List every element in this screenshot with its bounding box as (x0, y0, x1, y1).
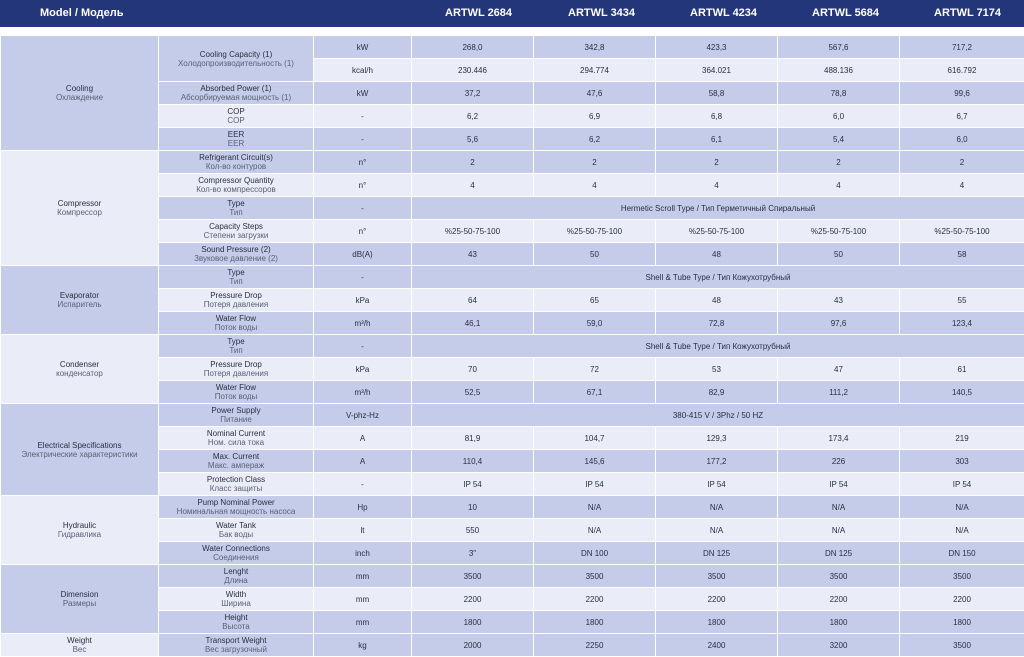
unit-cell: lt (314, 519, 412, 542)
value-cell: 6,9 (534, 105, 656, 128)
value-cell: 342,8 (534, 36, 656, 59)
parameter-cell (159, 243, 314, 266)
parameter-label-ru: Бак воды (159, 530, 313, 539)
unit-cell: - (314, 197, 412, 220)
table-header-bar (0, 0, 1024, 27)
table-row (1, 36, 1024, 59)
parameter-label-en: Nominal Current (159, 429, 313, 438)
parameter-cell (159, 36, 314, 82)
value-cell: N/A (900, 519, 1024, 542)
parameter-label-en: Sound Pressure (2) (159, 245, 313, 254)
parameter-label-en: Type (159, 268, 313, 277)
parameter-cell (159, 151, 314, 174)
unit-cell: m³/h (314, 312, 412, 335)
value-cell: 1800 (900, 611, 1024, 634)
group-label-ru: Компрессор (1, 208, 158, 217)
value-cell: DN 125 (778, 542, 900, 565)
value-cell: 123,4 (900, 312, 1024, 335)
value-cell: 47,6 (534, 82, 656, 105)
value-cell: 2200 (412, 588, 534, 611)
parameter-label-en: Water Connections (159, 544, 313, 553)
group-cell (1, 404, 159, 496)
value-cell: 1800 (778, 611, 900, 634)
group-label-ru: Охлаждение (1, 93, 158, 102)
parameter-cell (159, 82, 314, 105)
parameter-label-en: Pressure Drop (159, 360, 313, 369)
unit-cell: inch (314, 542, 412, 565)
value-cell: 4 (412, 174, 534, 197)
value-cell: IP 54 (412, 473, 534, 496)
value-cell: 47 (778, 358, 900, 381)
parameter-label-ru: Номинальная мощность насоса (159, 507, 313, 516)
parameter-label-ru: Ширина (159, 599, 313, 608)
value-cell: 3500 (656, 565, 778, 588)
value-cell: 43 (412, 243, 534, 266)
value-cell: 2 (534, 151, 656, 174)
value-cell: 4 (656, 174, 778, 197)
value-cell: 140,5 (900, 381, 1024, 404)
parameter-label-ru: Длина (159, 576, 313, 585)
value-cell: 48 (656, 289, 778, 312)
unit-cell: mm (314, 565, 412, 588)
value-cell: 550 (412, 519, 534, 542)
value-cell: 37,2 (412, 82, 534, 105)
parameter-cell (159, 542, 314, 565)
value-cell: DN 150 (900, 542, 1024, 565)
value-cell: 6,7 (900, 105, 1024, 128)
parameter-label-en: Pressure Drop (159, 291, 313, 300)
parameter-label-ru: COP (159, 116, 313, 125)
value-cell: 1800 (412, 611, 534, 634)
value-cell: 61 (900, 358, 1024, 381)
parameter-label-en: Pump Nominal Power (159, 498, 313, 507)
model-column-5: ARTWL 7174 (934, 0, 1001, 27)
parameter-cell (159, 128, 314, 151)
parameter-cell (159, 519, 314, 542)
unit-cell: kg (314, 634, 412, 657)
value-cell: 2 (900, 151, 1024, 174)
value-cell: 48 (656, 243, 778, 266)
unit-cell: dB(A) (314, 243, 412, 266)
parameter-cell (159, 335, 314, 358)
unit-cell: kcal/h (314, 59, 412, 82)
value-cell: 2400 (656, 634, 778, 657)
parameter-cell (159, 174, 314, 197)
table-row (1, 266, 1024, 289)
value-cell: 268,0 (412, 36, 534, 59)
parameter-label-ru: Ном. сила тока (159, 438, 313, 447)
unit-cell: - (314, 335, 412, 358)
parameter-label-en: Type (159, 199, 313, 208)
parameter-cell (159, 634, 314, 657)
group-cell (1, 151, 159, 266)
spec-table (0, 35, 1024, 657)
model-column-1: ARTWL 2684 (445, 0, 512, 27)
unit-cell: - (314, 266, 412, 289)
group-label-ru: Гидравлика (1, 530, 158, 539)
value-cell: 6,1 (656, 128, 778, 151)
value-cell: N/A (778, 496, 900, 519)
table-row (1, 496, 1024, 519)
parameter-label-en: Type (159, 337, 313, 346)
parameter-label-en: Max. Current (159, 452, 313, 461)
value-cell: %25-50-75-100 (534, 220, 656, 243)
group-label-ru: конденсатор (1, 369, 158, 378)
value-cell: 3500 (900, 634, 1024, 657)
value-cell: IP 54 (900, 473, 1024, 496)
value-cell: 2 (656, 151, 778, 174)
parameter-cell (159, 473, 314, 496)
unit-cell: mm (314, 588, 412, 611)
parameter-label-ru: Потеря давления (159, 300, 313, 309)
parameter-label-ru: Класс защиты (159, 484, 313, 493)
value-cell: 99,6 (900, 82, 1024, 105)
value-cell: N/A (778, 519, 900, 542)
parameter-label-en: Cooling Capacity (1) (159, 50, 313, 59)
value-cell: 2000 (412, 634, 534, 657)
parameter-label-ru: Тип (159, 277, 313, 286)
parameter-cell (159, 381, 314, 404)
value-cell: 72,8 (656, 312, 778, 335)
parameter-label-ru: Поток воды (159, 323, 313, 332)
value-cell: DN 100 (534, 542, 656, 565)
value-cell: 219 (900, 427, 1024, 450)
value-cell: 104,7 (534, 427, 656, 450)
spanning-value-cell: Hermetic Scroll Type / Тип Герметичный Спиральный (412, 197, 1024, 220)
value-cell: 488.136 (778, 59, 900, 82)
parameter-cell (159, 220, 314, 243)
value-cell: 78,8 (778, 82, 900, 105)
value-cell: 110,4 (412, 450, 534, 473)
table-row (1, 565, 1024, 588)
value-cell: 111,2 (778, 381, 900, 404)
parameter-cell (159, 266, 314, 289)
table-row (1, 404, 1024, 427)
parameter-cell (159, 404, 314, 427)
unit-cell: mm (314, 611, 412, 634)
value-cell: 303 (900, 450, 1024, 473)
parameter-cell (159, 105, 314, 128)
parameter-label-en: Water Tank (159, 521, 313, 530)
value-cell: IP 54 (534, 473, 656, 496)
group-cell (1, 335, 159, 404)
value-cell: 177,2 (656, 450, 778, 473)
value-cell: 173,4 (778, 427, 900, 450)
unit-cell: - (314, 128, 412, 151)
parameter-label-en: Water Flow (159, 383, 313, 392)
value-cell: 6,0 (900, 128, 1024, 151)
parameter-label-ru: Высота (159, 622, 313, 631)
value-cell: 50 (534, 243, 656, 266)
group-cell (1, 496, 159, 565)
parameter-label-ru: Степени загрузки (159, 231, 313, 240)
group-cell (1, 565, 159, 634)
value-cell: 97,6 (778, 312, 900, 335)
value-cell: 3500 (412, 565, 534, 588)
group-label-en: Condenser (1, 360, 158, 369)
spanning-value-cell: Shell & Tube Type / Тип Кожухотрубный (412, 266, 1024, 289)
model-column-3: ARTWL 4234 (690, 0, 757, 27)
unit-cell: kW (314, 36, 412, 59)
value-cell: 6,2 (412, 105, 534, 128)
parameter-label-en: Compressor Quantity (159, 176, 313, 185)
value-cell: 6,0 (778, 105, 900, 128)
parameter-label-ru: Холодопроизводительность (1) (159, 59, 313, 68)
group-label-ru: Электрические характеристики (1, 450, 158, 459)
value-cell: 2200 (656, 588, 778, 611)
value-cell: N/A (656, 519, 778, 542)
group-label-en: Dimension (1, 590, 158, 599)
parameter-cell (159, 427, 314, 450)
value-cell: N/A (534, 496, 656, 519)
value-cell: 65 (534, 289, 656, 312)
value-cell: 1800 (656, 611, 778, 634)
parameter-label-en: Water Flow (159, 314, 313, 323)
parameter-cell (159, 312, 314, 335)
value-cell: 52,5 (412, 381, 534, 404)
parameter-label-en: Refrigerant Circuit(s) (159, 153, 313, 162)
value-cell: 4 (778, 174, 900, 197)
parameter-label-en: EER (159, 130, 313, 139)
value-cell: 67,1 (534, 381, 656, 404)
parameter-cell (159, 611, 314, 634)
group-label-en: Electrical Specifications (1, 441, 158, 450)
parameter-cell (159, 358, 314, 381)
value-cell: 145,6 (534, 450, 656, 473)
group-cell (1, 634, 159, 657)
parameter-label-en: Absorbed Power (1) (159, 84, 313, 93)
parameter-label-ru: EER (159, 139, 313, 148)
value-cell: 294.774 (534, 59, 656, 82)
value-cell: 5,4 (778, 128, 900, 151)
value-cell: %25-50-75-100 (900, 220, 1024, 243)
parameter-label-ru: Кол-во компрессоров (159, 185, 313, 194)
parameter-label-en: Lenght (159, 567, 313, 576)
value-cell: %25-50-75-100 (656, 220, 778, 243)
parameter-label-ru: Макс. ампераж (159, 461, 313, 470)
unit-cell: n° (314, 151, 412, 174)
unit-cell: V-phz-Hz (314, 404, 412, 427)
value-cell: 1800 (534, 611, 656, 634)
parameter-label-ru: Вес загрузочный (159, 645, 313, 654)
value-cell: 364.021 (656, 59, 778, 82)
parameter-label-ru: Абсорбируемая мощность (1) (159, 93, 313, 102)
group-label-en: Evaporator (1, 291, 158, 300)
value-cell: 10 (412, 496, 534, 519)
model-header-title: Model / Модель (40, 0, 124, 27)
value-cell: 4 (534, 174, 656, 197)
value-cell: 230.446 (412, 59, 534, 82)
value-cell: 2200 (900, 588, 1024, 611)
parameter-cell (159, 289, 314, 312)
value-cell: 70 (412, 358, 534, 381)
value-cell: IP 54 (778, 473, 900, 496)
group-cell (1, 266, 159, 335)
value-cell: 3500 (900, 565, 1024, 588)
parameter-cell (159, 496, 314, 519)
group-label-ru: Размеры (1, 599, 158, 608)
value-cell: 2 (412, 151, 534, 174)
unit-cell: n° (314, 174, 412, 197)
unit-cell: A (314, 427, 412, 450)
parameter-label-ru: Потеря давления (159, 369, 313, 378)
value-cell: 2 (778, 151, 900, 174)
unit-cell: n° (314, 220, 412, 243)
group-cell (1, 36, 159, 151)
value-cell: 616.792 (900, 59, 1024, 82)
value-cell: 3" (412, 542, 534, 565)
spanning-value-cell: 380-415 V / 3Phz / 50 HZ (412, 404, 1024, 427)
parameter-label-en: Transport Weight (159, 636, 313, 645)
value-cell: 3500 (534, 565, 656, 588)
value-cell: 46,1 (412, 312, 534, 335)
group-label-en: Compressor (1, 199, 158, 208)
parameter-cell (159, 450, 314, 473)
value-cell: %25-50-75-100 (778, 220, 900, 243)
value-cell: DN 125 (656, 542, 778, 565)
value-cell: 2250 (534, 634, 656, 657)
value-cell: 129,3 (656, 427, 778, 450)
value-cell: 82,9 (656, 381, 778, 404)
value-cell: 43 (778, 289, 900, 312)
value-cell: 3200 (778, 634, 900, 657)
unit-cell: Hp (314, 496, 412, 519)
value-cell: N/A (656, 496, 778, 519)
parameter-label-ru: Поток воды (159, 392, 313, 401)
parameter-label-en: Capacity Steps (159, 222, 313, 231)
spanning-value-cell: Shell & Tube Type / Тип Кожухотрубный (412, 335, 1024, 358)
parameter-label-en: COP (159, 107, 313, 116)
value-cell: 81,9 (412, 427, 534, 450)
value-cell: 59,0 (534, 312, 656, 335)
value-cell: 2200 (534, 588, 656, 611)
parameter-label-ru: Соединения (159, 553, 313, 562)
parameter-label-ru: Тип (159, 208, 313, 217)
unit-cell: kW (314, 82, 412, 105)
group-label-ru: Вес (1, 645, 158, 654)
parameter-label-en: Height (159, 613, 313, 622)
parameter-label-en: Power Supply (159, 406, 313, 415)
parameter-label-ru: Питание (159, 415, 313, 424)
parameter-cell (159, 588, 314, 611)
model-column-4: ARTWL 5684 (812, 0, 879, 27)
value-cell: 423,3 (656, 36, 778, 59)
group-label-en: Weight (1, 636, 158, 645)
value-cell: 2200 (778, 588, 900, 611)
value-cell: %25-50-75-100 (412, 220, 534, 243)
value-cell: 55 (900, 289, 1024, 312)
parameter-label-ru: Тип (159, 346, 313, 355)
group-label-ru: Испаритель (1, 300, 158, 309)
value-cell: N/A (534, 519, 656, 542)
unit-cell: kPa (314, 289, 412, 312)
parameter-cell (159, 197, 314, 220)
value-cell: 64 (412, 289, 534, 312)
model-column-2: ARTWL 3434 (568, 0, 635, 27)
value-cell: 6,2 (534, 128, 656, 151)
table-row (1, 335, 1024, 358)
parameter-cell (159, 565, 314, 588)
unit-cell: A (314, 450, 412, 473)
table-row (1, 151, 1024, 174)
value-cell: N/A (900, 496, 1024, 519)
value-cell: IP 54 (656, 473, 778, 496)
value-cell: 567,6 (778, 36, 900, 59)
table-row (1, 634, 1024, 657)
value-cell: 6,8 (656, 105, 778, 128)
value-cell: 4 (900, 174, 1024, 197)
parameter-label-en: Protection Class (159, 475, 313, 484)
unit-cell: m³/h (314, 381, 412, 404)
unit-cell: - (314, 473, 412, 496)
parameter-label-ru: Кол-во контуров (159, 162, 313, 171)
parameter-label-ru: Звуковое давление (2) (159, 254, 313, 263)
parameter-label-en: Width (159, 590, 313, 599)
group-label-en: Hydraulic (1, 521, 158, 530)
value-cell: 58,8 (656, 82, 778, 105)
value-cell: 50 (778, 243, 900, 266)
value-cell: 58 (900, 243, 1024, 266)
value-cell: 5,6 (412, 128, 534, 151)
value-cell: 226 (778, 450, 900, 473)
unit-cell: kPa (314, 358, 412, 381)
value-cell: 53 (656, 358, 778, 381)
value-cell: 72 (534, 358, 656, 381)
group-label-en: Cooling (1, 84, 158, 93)
value-cell: 3500 (778, 565, 900, 588)
value-cell: 717,2 (900, 36, 1024, 59)
unit-cell: - (314, 105, 412, 128)
